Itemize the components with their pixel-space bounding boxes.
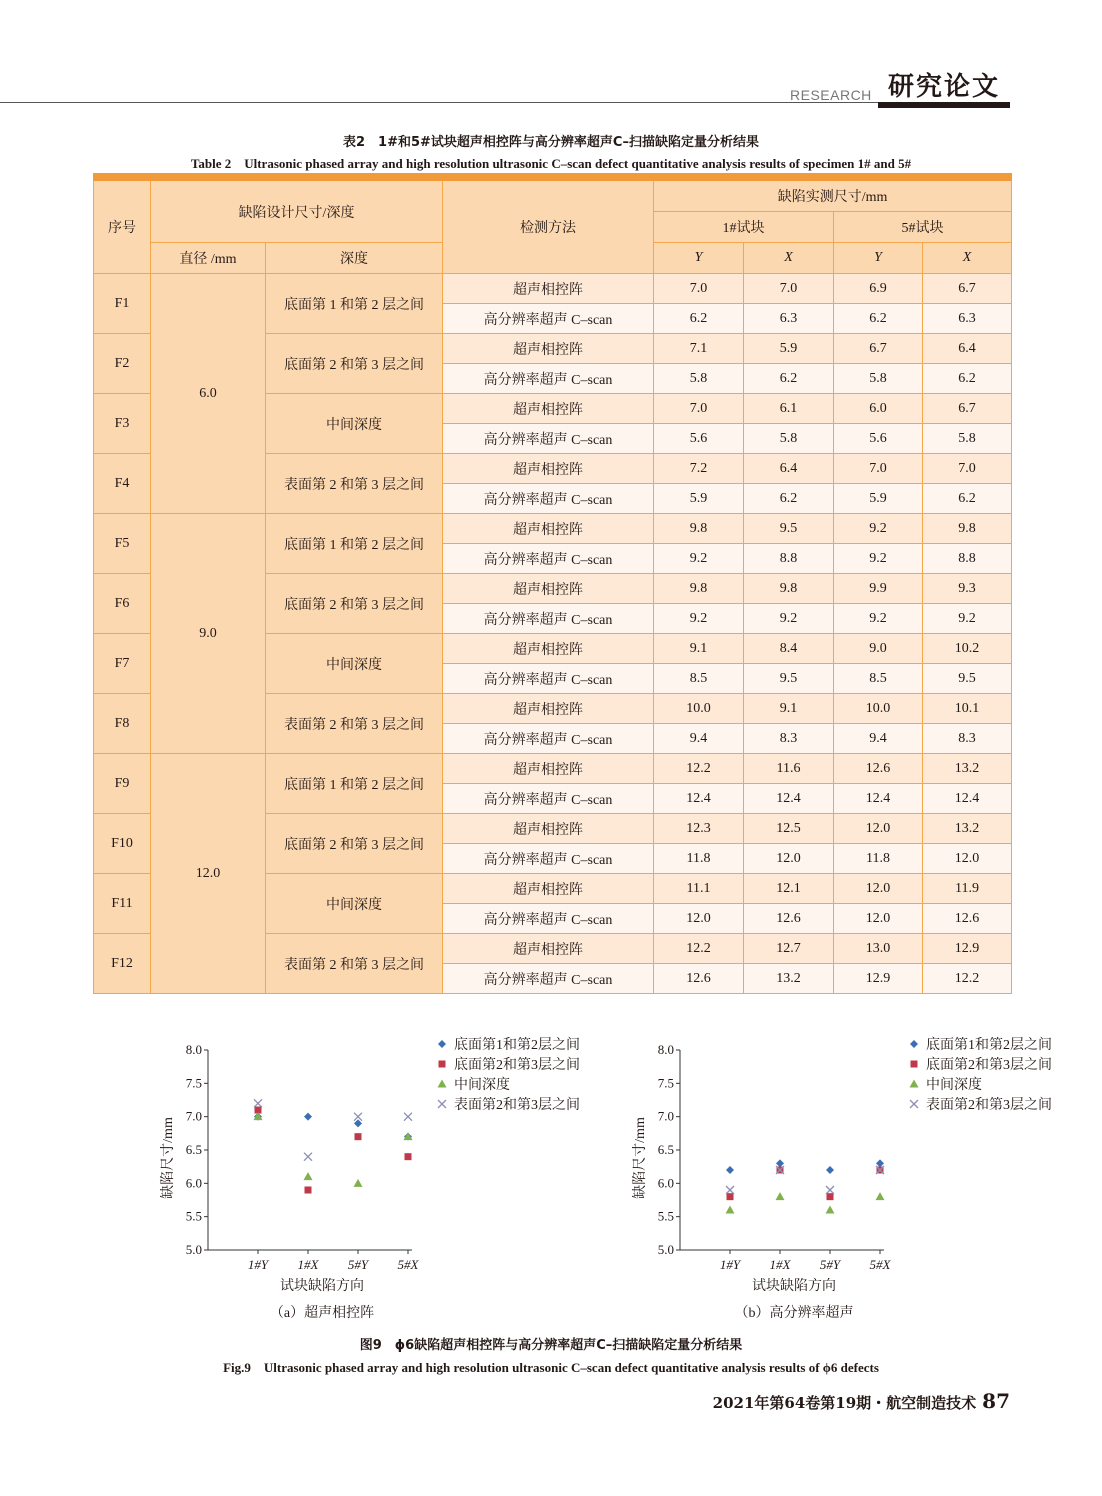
- measured-value: 6.7: [923, 274, 1012, 304]
- measured-value: 9.0: [834, 634, 923, 664]
- measured-value: 12.4: [834, 784, 923, 814]
- measured-value: 9.2: [834, 604, 923, 634]
- measured-value: 6.7: [834, 334, 923, 364]
- y-tick-label: 5.5: [657, 1208, 674, 1224]
- measured-value: 9.8: [744, 574, 834, 604]
- measured-value: 13.2: [923, 754, 1012, 784]
- measured-value: 11.8: [654, 844, 744, 874]
- header-section-bar: [878, 102, 1010, 108]
- data-point: [304, 1113, 312, 1121]
- measured-value: 9.2: [923, 604, 1012, 634]
- page-number: 87: [982, 1389, 1010, 1413]
- measured-value: 8.8: [923, 544, 1012, 574]
- measured-value: 9.1: [654, 634, 744, 664]
- measured-value: 9.2: [654, 544, 744, 574]
- footer-journal: 2021年第64卷第19期・航空制造技术: [712, 1394, 977, 1412]
- measured-value: 12.4: [744, 784, 834, 814]
- y-tick-label: 7.0: [185, 1108, 202, 1124]
- measured-value: 9.5: [744, 514, 834, 544]
- measured-value: 5.6: [834, 424, 923, 454]
- x-tick-label: 1#X: [769, 1257, 791, 1272]
- detection-method: 超声相控阵: [443, 274, 654, 304]
- data-point: [405, 1153, 412, 1160]
- detection-method: 高分辨率超声 C–scan: [443, 484, 654, 514]
- detection-method: 高分辨率超声 C–scan: [443, 844, 654, 874]
- data-point: [254, 1099, 262, 1107]
- defect-id: F12: [94, 934, 151, 994]
- measured-value: 9.8: [654, 514, 744, 544]
- defect-depth: 底面第 2 和第 3 层之间: [266, 334, 443, 394]
- defect-depth: 底面第 1 和第 2 层之间: [266, 274, 443, 334]
- measured-value: 12.0: [834, 904, 923, 934]
- figure-caption-en: Fig.9 Ultrasonic phased array and high resolution ultrasonic C–scan defect quantitative analysis results of ϕ6 defects: [223, 1360, 879, 1375]
- header-rule: [0, 102, 878, 103]
- measured-value: 6.4: [923, 334, 1012, 364]
- x-axis-label: 试块缺陷方向: [280, 1279, 364, 1294]
- series-2: [254, 1112, 413, 1187]
- measured-value: 13.2: [744, 964, 834, 994]
- measured-value: 9.8: [923, 514, 1012, 544]
- measured-value: 7.0: [654, 394, 744, 424]
- y-tick-label: 6.5: [657, 1142, 674, 1157]
- legend-marker: [439, 1061, 446, 1068]
- y-tick-label: 6.5: [185, 1142, 202, 1157]
- measured-value: 8.3: [923, 724, 1012, 754]
- detection-method: 高分辨率超声 C–scan: [443, 544, 654, 574]
- data-point: [826, 1166, 834, 1174]
- data-point: [726, 1166, 734, 1174]
- header-5x: X: [923, 243, 1012, 274]
- measured-value: 12.9: [834, 964, 923, 994]
- x-tick-label: 1#X: [297, 1257, 319, 1272]
- measured-value: 8.3: [744, 724, 834, 754]
- legend-label: 表面第2和第3层之间: [454, 1098, 580, 1113]
- legend-marker: [438, 1100, 446, 1108]
- measured-value: 12.6: [923, 904, 1012, 934]
- x-tick-label: 5#Y: [347, 1257, 369, 1272]
- legend-label: 中间深度: [454, 1078, 510, 1093]
- table-caption-cn: 表2 1#和5#试块超声相控阵与高分辨率超声C–扫描缺陷定量分析结果: [343, 135, 759, 150]
- y-tick-label: 7.5: [185, 1075, 202, 1091]
- header-5y: Y: [834, 243, 923, 274]
- series-1: [255, 1107, 412, 1194]
- y-tick-label: 8.0: [185, 1042, 202, 1057]
- series-0: [726, 1159, 884, 1174]
- measured-value: 11.1: [654, 874, 744, 904]
- y-tick-label: 6.0: [657, 1175, 674, 1191]
- measured-value: 11.9: [923, 874, 1012, 904]
- data-point: [776, 1159, 784, 1167]
- x-tick-label: 5#Y: [819, 1257, 841, 1272]
- measured-value: 9.5: [923, 664, 1012, 694]
- series-1: [727, 1167, 884, 1201]
- detection-method: 高分辨率超声 C–scan: [443, 964, 654, 994]
- detection-method: 高分辨率超声 C–scan: [443, 664, 654, 694]
- measured-value: 10.2: [923, 634, 1012, 664]
- measured-value: 9.4: [654, 724, 744, 754]
- series-2: [726, 1192, 885, 1213]
- measured-value: 6.9: [834, 274, 923, 304]
- detection-method: 超声相控阵: [443, 874, 654, 904]
- legend-marker: [910, 1040, 918, 1048]
- measured-value: 12.0: [744, 844, 834, 874]
- defect-depth: 中间深度: [266, 634, 443, 694]
- measured-value: 12.3: [654, 814, 744, 844]
- measured-value: 7.2: [654, 454, 744, 484]
- data-point: [727, 1193, 734, 1200]
- measured-value: 5.8: [834, 364, 923, 394]
- measured-value: 12.0: [654, 904, 744, 934]
- legend-marker: [911, 1061, 918, 1068]
- measured-value: 9.3: [923, 574, 1012, 604]
- detection-method: 高分辨率超声 C–scan: [443, 364, 654, 394]
- detection-method: 高分辨率超声 C–scan: [443, 304, 654, 334]
- y-axis-label: 缺陷尺寸/mm: [633, 1117, 648, 1199]
- detection-method: 超声相控阵: [443, 454, 654, 484]
- data-point: [776, 1192, 785, 1200]
- measured-value: 8.4: [744, 634, 834, 664]
- data-point: [876, 1192, 885, 1200]
- y-tick-label: 7.0: [657, 1108, 674, 1124]
- x-tick-label: 1#Y: [719, 1257, 741, 1272]
- measured-value: 7.0: [834, 454, 923, 484]
- header-diameter: 直径 /mm: [151, 243, 266, 274]
- defect-id: F10: [94, 814, 151, 874]
- measured-value: 9.5: [744, 664, 834, 694]
- detection-method: 超声相控阵: [443, 334, 654, 364]
- detection-method: 高分辨率超声 C–scan: [443, 904, 654, 934]
- header-research-label: RESEARCH: [790, 87, 872, 103]
- defect-id: F6: [94, 574, 151, 634]
- measured-value: 9.1: [744, 694, 834, 724]
- table-row: [94, 754, 1012, 784]
- measured-value: 6.2: [923, 364, 1012, 394]
- legend-marker: [910, 1080, 919, 1088]
- measured-value: 6.2: [744, 484, 834, 514]
- measured-value: 5.8: [654, 364, 744, 394]
- x-axis-label: 试块缺陷方向: [752, 1279, 836, 1294]
- measured-value: 8.5: [654, 664, 744, 694]
- measured-value: 12.0: [834, 874, 923, 904]
- detection-method: 超声相控阵: [443, 514, 654, 544]
- header-1x: X: [744, 243, 834, 274]
- measured-value: 12.4: [654, 784, 744, 814]
- measured-value: 12.2: [654, 934, 744, 964]
- defect-id: F2: [94, 334, 151, 394]
- measured-value: 12.2: [923, 964, 1012, 994]
- header-measured: 缺陷实测尺寸/mm: [654, 177, 1012, 212]
- measured-value: 5.6: [654, 424, 744, 454]
- detection-method: 高分辨率超声 C–scan: [443, 424, 654, 454]
- defect-id: F4: [94, 454, 151, 514]
- defect-id: F11: [94, 874, 151, 934]
- detection-method: 高分辨率超声 C–scan: [443, 724, 654, 754]
- header-no: 序号: [94, 177, 151, 274]
- measured-value: 12.5: [744, 814, 834, 844]
- defect-depth: 表面第 2 和第 3 层之间: [266, 934, 443, 994]
- measured-value: 6.0: [834, 394, 923, 424]
- y-tick-label: 5.0: [657, 1242, 674, 1257]
- measured-value: 6.1: [744, 394, 834, 424]
- table-row: [94, 274, 1012, 304]
- measured-value: 12.7: [744, 934, 834, 964]
- measured-value: 11.8: [834, 844, 923, 874]
- measured-value: 11.6: [744, 754, 834, 784]
- defect-id: F1: [94, 274, 151, 334]
- legend-label: 底面第2和第3层之间: [454, 1058, 580, 1073]
- chart-subtitle: （a）超声相控阵: [269, 1306, 375, 1321]
- detection-method: 高分辨率超声 C–scan: [443, 784, 654, 814]
- measured-value: 6.4: [744, 454, 834, 484]
- detection-method: 超声相控阵: [443, 394, 654, 424]
- table-row: [94, 514, 1012, 544]
- legend-marker: [438, 1040, 446, 1048]
- header-section-title: 研究论文: [887, 72, 1000, 102]
- detection-method: 超声相控阵: [443, 754, 654, 784]
- legend-label: 底面第1和第2层之间: [454, 1038, 580, 1053]
- detection-method: 超声相控阵: [443, 634, 654, 664]
- measured-value: 9.2: [834, 544, 923, 574]
- data-point: [726, 1186, 734, 1194]
- chart-high-resolution: [622, 1030, 1072, 1330]
- legend-marker: [910, 1100, 918, 1108]
- data-point: [827, 1193, 834, 1200]
- header-method: 检测方法: [443, 177, 654, 274]
- table-caption-en: Table 2 Ultrasonic phased array and high resolution ultrasonic C–scan defect quantitative analysis results of specimen 1# and 5#: [190, 156, 912, 171]
- measured-value: 12.9: [923, 934, 1012, 964]
- measured-value: 9.4: [834, 724, 923, 754]
- legend-label: 底面第2和第3层之间: [926, 1058, 1052, 1073]
- data-point: [355, 1133, 362, 1140]
- data-point: [726, 1206, 735, 1214]
- figure-caption-cn: 图9 ϕ6缺陷超声相控阵与高分辨率超声C–扫描缺陷定量分析结果: [359, 1338, 743, 1353]
- data-point: [826, 1186, 834, 1194]
- defect-id: F3: [94, 394, 151, 454]
- defect-depth: 中间深度: [266, 874, 443, 934]
- data-point: [354, 1179, 363, 1187]
- y-tick-label: 5.0: [185, 1242, 202, 1257]
- measured-value: 10.1: [923, 694, 1012, 724]
- measured-value: 9.2: [834, 514, 923, 544]
- detection-method: 超声相控阵: [443, 934, 654, 964]
- measured-value: 6.3: [744, 304, 834, 334]
- page-footer: [713, 1389, 1010, 1413]
- header-spec1: 1#试块: [654, 212, 834, 243]
- header-depth: 深度: [266, 243, 443, 274]
- measured-value: 9.9: [834, 574, 923, 604]
- x-tick-label: 1#Y: [247, 1257, 269, 1272]
- measured-value: 7.0: [744, 274, 834, 304]
- data-point: [354, 1119, 362, 1127]
- detection-method: 超声相控阵: [443, 694, 654, 724]
- measured-value: 12.6: [834, 754, 923, 784]
- measured-value: 9.2: [744, 604, 834, 634]
- header-spec5: 5#试块: [834, 212, 1012, 243]
- legend-marker: [438, 1080, 447, 1088]
- defect-id: F9: [94, 754, 151, 814]
- detection-method: 超声相控阵: [443, 574, 654, 604]
- measured-value: 6.2: [834, 304, 923, 334]
- y-tick-label: 5.5: [185, 1208, 202, 1224]
- measured-value: 9.2: [654, 604, 744, 634]
- measured-value: 5.8: [923, 424, 1012, 454]
- chart-phased-array: [150, 1030, 600, 1330]
- y-tick-label: 8.0: [657, 1042, 674, 1057]
- measured-value: 8.5: [834, 664, 923, 694]
- measured-value: 5.9: [834, 484, 923, 514]
- measured-value: 7.0: [654, 274, 744, 304]
- data-point: [826, 1206, 835, 1214]
- measured-value: 6.2: [744, 364, 834, 394]
- y-tick-label: 6.0: [185, 1175, 202, 1191]
- defect-id: F5: [94, 514, 151, 574]
- measured-value: 6.2: [923, 484, 1012, 514]
- defect-depth: 底面第 2 和第 3 层之间: [266, 574, 443, 634]
- results-table: [93, 173, 1012, 994]
- defect-depth: 表面第 2 和第 3 层之间: [266, 694, 443, 754]
- chart-subtitle: （b）高分辨率超声: [734, 1306, 854, 1321]
- data-point: [404, 1113, 412, 1121]
- measured-value: 6.3: [923, 304, 1012, 334]
- defect-diameter: 6.0: [151, 274, 266, 514]
- defect-id: F7: [94, 634, 151, 694]
- defect-depth: 底面第 2 和第 3 层之间: [266, 814, 443, 874]
- data-point: [304, 1172, 313, 1180]
- data-point: [304, 1153, 312, 1161]
- measured-value: 5.9: [744, 334, 834, 364]
- defect-diameter: 12.0: [151, 754, 266, 994]
- legend-label: 底面第1和第2层之间: [926, 1038, 1052, 1053]
- legend-label: 中间深度: [926, 1078, 982, 1093]
- measured-value: 12.6: [654, 964, 744, 994]
- measured-value: 12.6: [744, 904, 834, 934]
- header-1y: Y: [654, 243, 744, 274]
- measured-value: 6.7: [923, 394, 1012, 424]
- measured-value: 7.1: [654, 334, 744, 364]
- measured-value: 12.0: [834, 814, 923, 844]
- x-tick-label: 5#X: [869, 1257, 891, 1272]
- y-tick-label: 7.5: [657, 1075, 674, 1091]
- measured-value: 10.0: [834, 694, 923, 724]
- series-3: [726, 1166, 884, 1194]
- measured-value: 12.1: [744, 874, 834, 904]
- measured-value: 12.0: [923, 844, 1012, 874]
- data-point: [305, 1187, 312, 1194]
- series-0: [254, 1113, 412, 1141]
- measured-value: 8.8: [744, 544, 834, 574]
- defect-depth: 表面第 2 和第 3 层之间: [266, 454, 443, 514]
- detection-method: 超声相控阵: [443, 814, 654, 844]
- y-axis-label: 缺陷尺寸/mm: [161, 1117, 176, 1199]
- defect-depth: 底面第 1 和第 2 层之间: [266, 754, 443, 814]
- measured-value: 12.2: [654, 754, 744, 784]
- defect-id: F8: [94, 694, 151, 754]
- measured-value: 9.8: [654, 574, 744, 604]
- defect-diameter: 9.0: [151, 514, 266, 754]
- measured-value: 6.2: [654, 304, 744, 334]
- series-3: [254, 1099, 412, 1160]
- x-tick-label: 5#X: [397, 1257, 419, 1272]
- measured-value: 7.0: [923, 454, 1012, 484]
- measured-value: 13.2: [923, 814, 1012, 844]
- measured-value: 5.8: [744, 424, 834, 454]
- defect-depth: 底面第 1 和第 2 层之间: [266, 514, 443, 574]
- measured-value: 13.0: [834, 934, 923, 964]
- detection-method: 高分辨率超声 C–scan: [443, 604, 654, 634]
- data-point: [876, 1159, 884, 1167]
- header-design: 缺陷设计尺寸/深度: [151, 177, 443, 243]
- measured-value: 12.4: [923, 784, 1012, 814]
- defect-depth: 中间深度: [266, 394, 443, 454]
- legend-label: 表面第2和第3层之间: [926, 1098, 1052, 1113]
- measured-value: 10.0: [654, 694, 744, 724]
- measured-value: 5.9: [654, 484, 744, 514]
